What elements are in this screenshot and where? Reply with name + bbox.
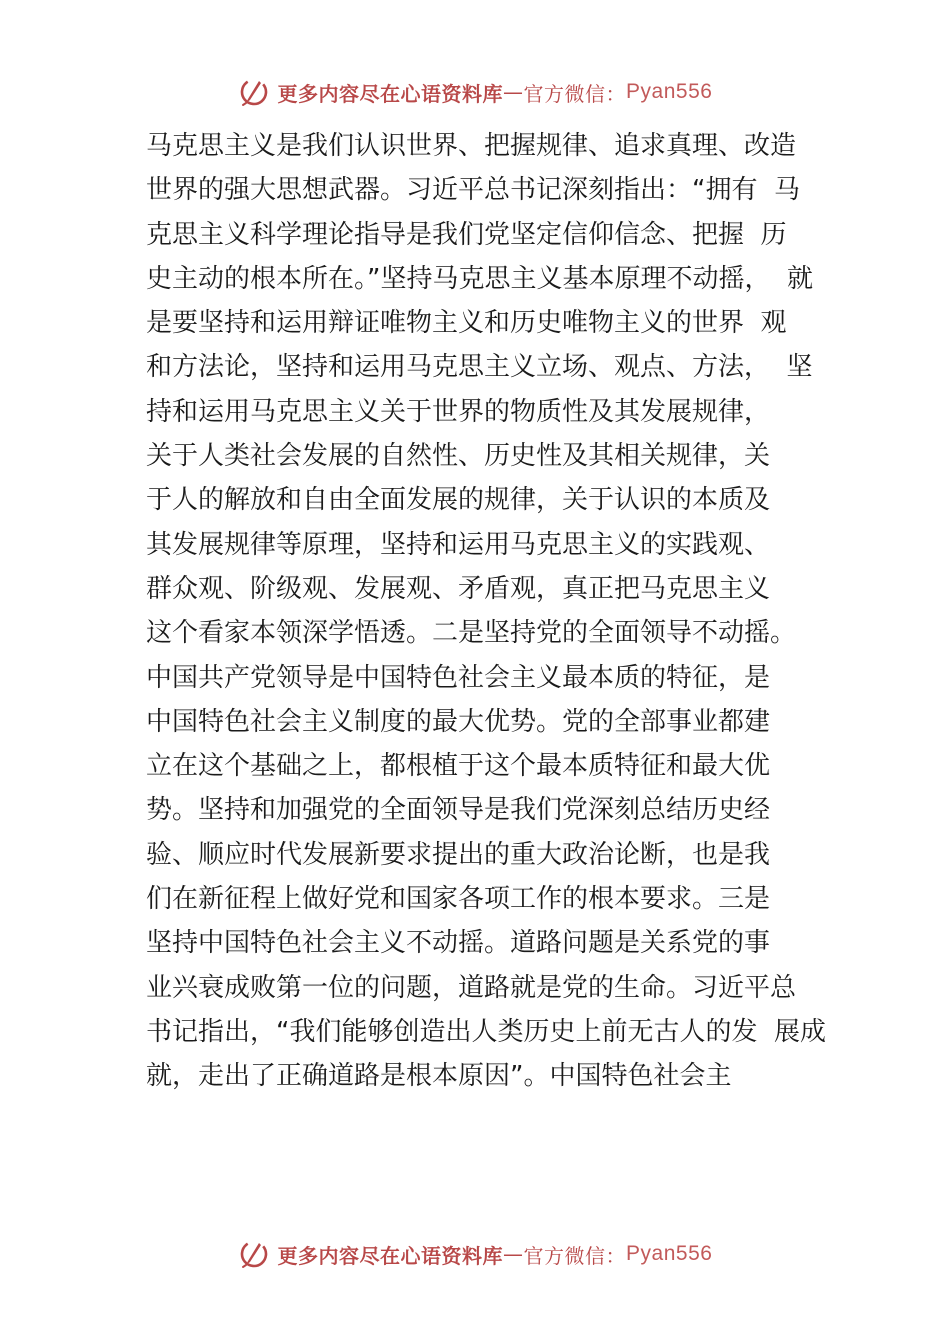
body-line: 其发展规律等原理，坚持和运用马克思主义的实践观、 [146,529,771,560]
body-line: 克思主义科学理论指导是我们党坚定信仰信念、把握 历 [146,219,787,250]
body-line: 势。坚持和加强党的全面领导是我们党深刻总结历史经 [146,795,771,826]
brush-pen-logo-icon [238,76,270,108]
body-line: 马克思主义是我们认识世界、把握规律、追求真理、改造 [146,131,797,161]
header-text [278,78,713,107]
header-separator: — [503,80,524,104]
footer-main-text: 更多内容尽在心语资料库 [277,1243,504,1268]
header-wechat-id: Pyan556 [626,80,713,103]
body-line: 中国特色社会主义制度的最大优势。党的全部事业都建 [146,706,771,737]
body-line: 这个看家本领深学悟透。二是坚持党的全面领导不动摇。 [146,618,797,649]
footer-banner [0,1234,950,1274]
header-main-text: 更多内容尽在心语资料库 [277,81,504,106]
body-line: 验、顺应时代发展新要求提出的重大政治论断，也是我 [146,839,771,870]
body-line: 就，走出了正确道路是根本原因”。中国特色社会主 [146,1061,732,1092]
footer-wechat-id: Pyan556 [626,1242,713,1265]
header-banner [0,72,950,112]
body-line: 们在新征程上做好党和国家各项工作的根本要求。三是 [146,884,771,915]
footer-wechat-label: 官方微信： [523,1243,627,1268]
document-body [146,124,846,1099]
body-line: 群众观、阶级观、发展观、矛盾观，真正把马克思主义 [146,573,771,604]
body-line: 关于人类社会发展的自然性、历史性及其相关规律，关 [146,441,771,472]
body-line: 中国共产党领导是中国特色社会主义最本质的特征，是 [146,662,771,693]
body-line: 是要坚持和运用辩证唯物主义和历史唯物主义的世界 观 [146,308,787,339]
body-line: 立在这个基础之上，都根植于这个最本质特征和最大优 [146,751,771,782]
body-line: 史主动的根本所在。”坚持马克思主义基本原理不动摇， 就 [146,263,813,294]
brush-pen-logo-icon [238,1238,270,1270]
body-line: 持和运用马克思主义关于世界的物质性及其发展规律， [146,396,771,427]
body-line: 业兴衰成败第一位的问题，道路就是党的生命。习近平总 [146,972,797,1003]
header-wechat-label: 官方微信： [523,81,627,106]
body-line: 坚持中国特色社会主义不动摇。道路问题是关系党的事 [146,928,771,959]
body-line: 于人的解放和自由全面发展的规律，关于认识的本质及 [146,485,771,516]
footer-separator: — [503,1242,524,1266]
body-line: 和方法论，坚持和运用马克思主义立场、观点、方法， 坚 [146,352,813,383]
body-line: 书记指出，“我们能够创造出人类历史上前无古人的发 展成 [146,1016,826,1047]
footer-text [278,1240,713,1269]
body-line: 世界的强大思想武器。习近平总书记深刻指出：“拥有 马 [146,175,800,206]
